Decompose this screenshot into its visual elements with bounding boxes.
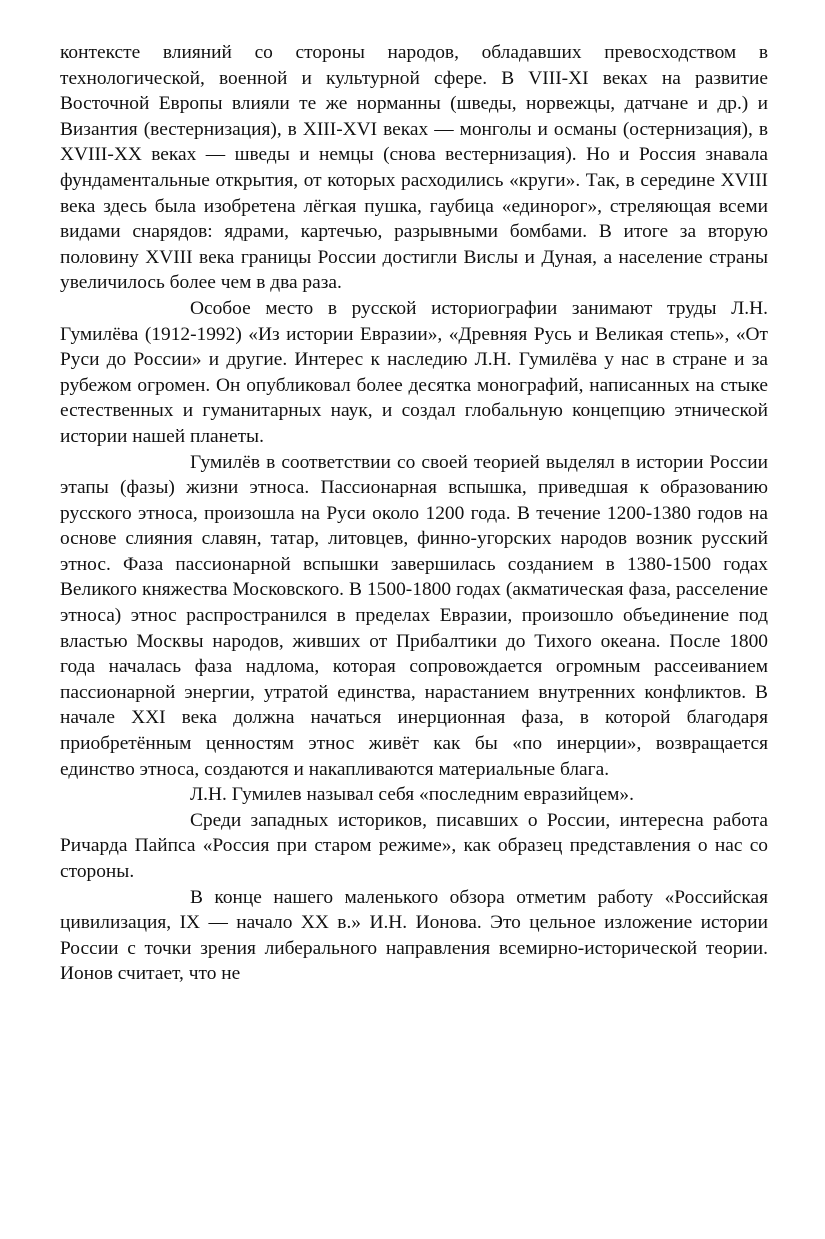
paragraph-gumilev-works: Особое место в русской историографии занимают труды Л.Н. Гумилёва (1912-1992) «Из истории Евразии», «Древняя Русь и Великая степь», «От Руси до России» и другие. Интерес к наследию Л.Н. Гумилёва у нас в стране и за рубежом огромен. Он опубликовал более десятка монографий, написанных на стыке естественных и гуманитарных наук, и создал глобальную концепцию этнической истории нашей планеты.: [60, 297, 768, 447]
document-page: [60, 40, 768, 987]
paragraph-ionov: В конце нашего маленького обзора отметим работу «Российская цивилизация, IX — начало XX в.» И.Н. Ионова. Это цельное изложение истории России с точки зрения либерального направления всемирно-исторической теории. Ионов считает, что не: [60, 886, 768, 985]
paragraph-continuation: контексте влияний со стороны народов, обладавших превосходством в технологической, военной и культурной сфере. В VIII-XI веках на развитие Восточной Европы влияли те же норманны (шведы, норвежцы, датчане и др.) и Византия (вестернизация), в XIII-XVI веках — монголы и османы (остернизация), в XVIII-XX веках — шведы и немцы (снова вестернизация). Но и Россия знавала фундаментальные открытия, от которых расходились «круги». Так, в середине XVIII века здесь была изобретена лёгкая пушка, гаубица «единорог», стреляющая всеми видами снарядов: ядрами, картечью, разрывными бомбами. В итоге за вторую половину XVIII века границы России достигли Вислы и Дуная, а население страны увеличилось более чем в два раза.: [60, 42, 768, 294]
paragraph-ethnos-phases: Гумилёв в соответствии со своей теорией выделял в истории России этапы (фазы) жизни этноса. Пассионарная вспышка, приведшая к образованию русского этноса, произошла на Руси около 1200 года. В течение 1200-1380 годов на основе слияния славян, татар, литовцев, финно-угорских народов возник русский этнос. Фаза пассионарной вспышки завершилась созданием в 1380-1500 годах Великого княжества Московского. В 1500-1800 годах (акматическая фаза, расселение этноса) этнос распространился в пределах Евразии, произошло объединение под властью Москвы народов, живших от Прибалтики до Тихого океана. После 1800 года началась фаза надлома, которая сопровождается огромным рассеиванием пассионарной энергии, утратой единства, нарастанием внутренних конфликтов. В начале XXI века должна начаться инерционная фаза, в которой благодаря приобретённым ценностям этнос живёт как бы «по инерции», возвращается единство этноса, создаются и накапливаются материальные блага.: [60, 451, 768, 780]
paragraph-last-eurasian: Л.Н. Гумилев называл себя «последним евразийцем».: [190, 784, 634, 806]
paragraph-pipes: Среди западных историков, писавших о России, интересна работа Ричарда Пайпса «Россия при старом режиме», как образец представления о нас со стороны.: [60, 809, 768, 882]
